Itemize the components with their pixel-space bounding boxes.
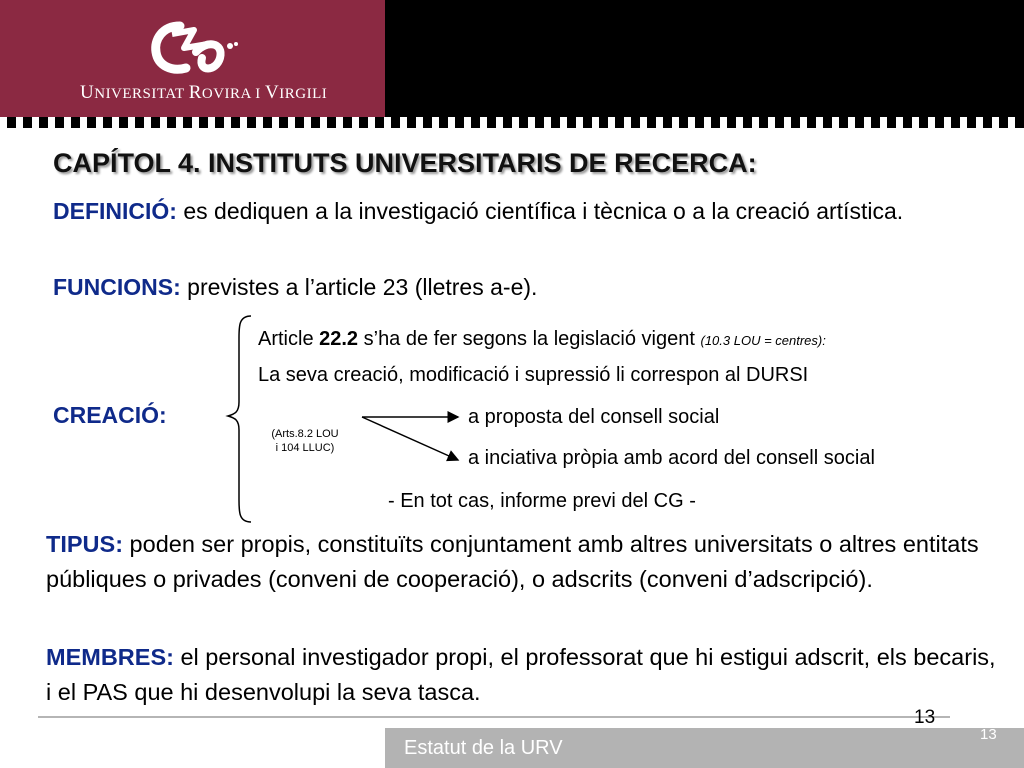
creacio-responsibility-text: La seva creació, modificació i supressió li correspon al DURSI: [258, 364, 809, 386]
definicio-label: DEFINICIÓ:: [53, 198, 177, 224]
membres-paragraph: [46, 640, 1006, 710]
tipus-text: poden ser propis, constituïts conjuntament amb altres universitats o altres entitats públiques o privades (conveni de cooperació), o adscrits (conveni d’adscripció).: [46, 531, 979, 592]
arrows-icon: [340, 400, 470, 470]
funcions-text: previstes a l’article 23 (lletres a-e).: [180, 274, 538, 300]
tipus-paragraph: [46, 527, 1006, 597]
membres-label: MEMBRES:: [46, 644, 174, 670]
footer-title: Estatut de la URV: [404, 737, 563, 759]
tipus-label: TIPUS:: [46, 531, 124, 557]
definicio-paragraph: [53, 196, 998, 227]
definicio-text: es dediquen a la investigació científica i tècnica o a la creació artística.: [176, 198, 904, 224]
membres-text: el personal investigador propi, el professorat que hi estigui adscrit, els becaris, i el PAS que hi desenvolupi la seva tasca.: [46, 644, 996, 705]
header-black-panel: [385, 0, 1024, 123]
brace-icon: [225, 314, 255, 524]
option-consell-social: a proposta del consell social: [468, 406, 720, 428]
article-line: Article 22.2 s’ha de fer segons la legislació vigent (10.3 LOU = centres):: [258, 328, 826, 350]
header-dashed-border: [0, 117, 1024, 128]
slide-title: CAPÍTOL 4. INSTITUTS UNIVERSITARIS DE RECERCA:: [53, 148, 757, 178]
university-name: UNIVERSITAT ROVIRA I VIRGILI: [80, 82, 328, 103]
creacio-paragraph: [53, 400, 167, 431]
page-number-small: 13: [980, 726, 997, 743]
option-iniciativa-propia: a inciativa pròpia amb acord del consell social: [468, 447, 875, 469]
funcions-label: FUNCIONS:: [53, 274, 181, 300]
footer-divider: [38, 716, 950, 718]
funcions-paragraph: [53, 272, 998, 303]
urv-logo-icon: [150, 18, 240, 78]
informe-note: - En tot cas, informe previ del CG -: [388, 490, 696, 512]
arts-note: (Arts.8.2 LOU i 104 LLUC): [271, 428, 339, 454]
creacio-label: CREACIÓ:: [53, 402, 167, 428]
page-number: 13: [914, 707, 936, 728]
